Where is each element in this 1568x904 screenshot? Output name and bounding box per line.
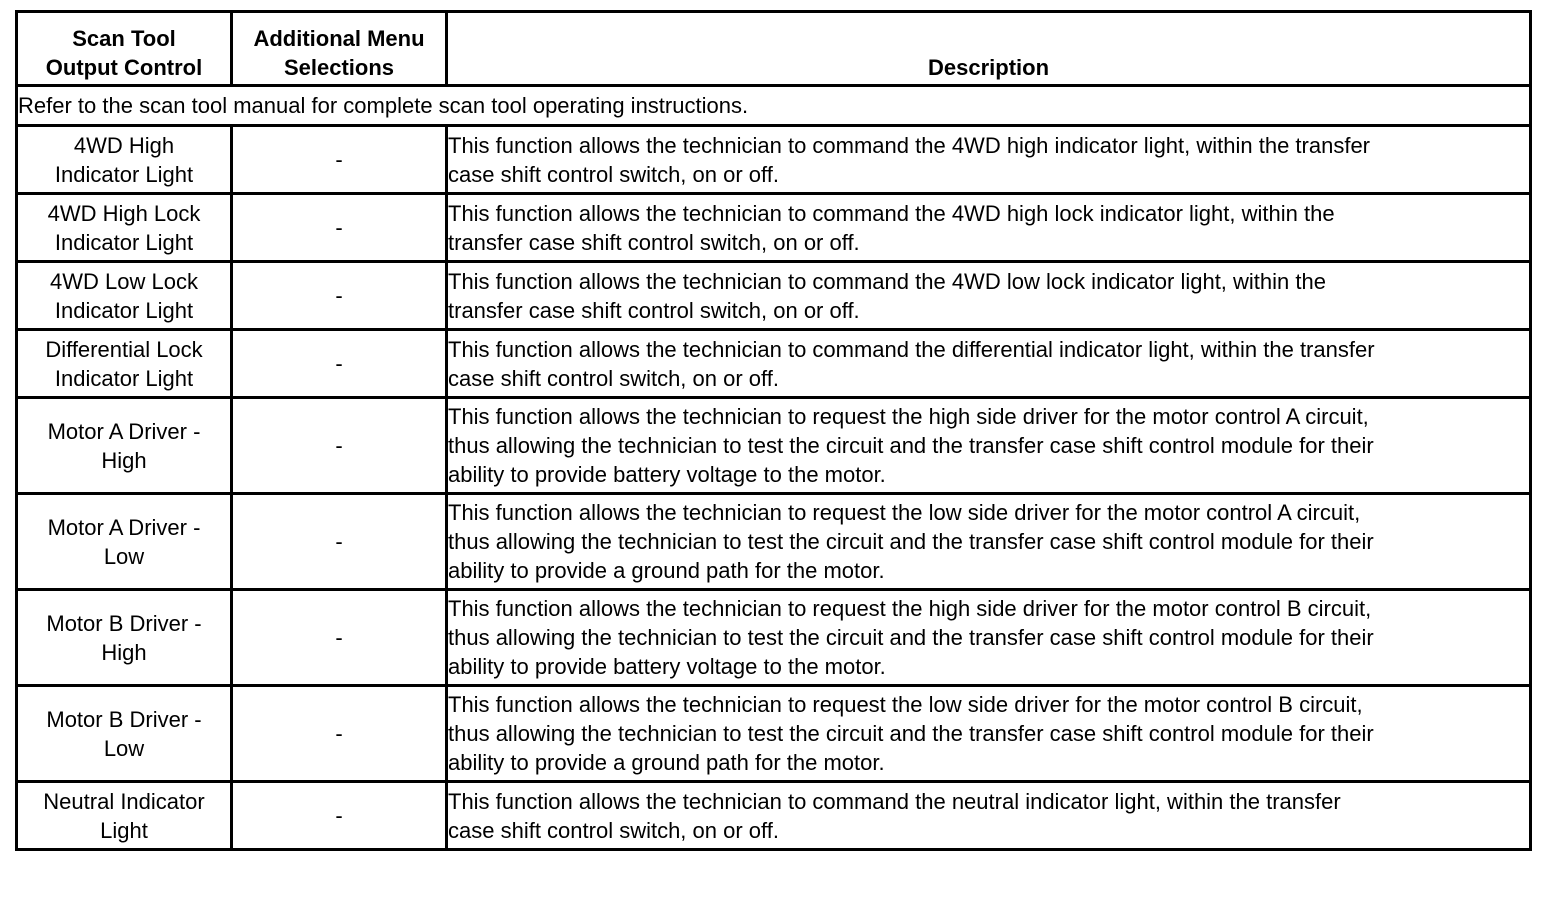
output-control-name: 4WD Low Lock Indicator Light xyxy=(17,262,232,330)
table-row xyxy=(17,782,1531,850)
scan-tool-output-control-table xyxy=(15,10,1532,851)
table-row xyxy=(17,686,1531,782)
menu-selection-value: - xyxy=(232,262,447,330)
function-description: This function allows the technician to request the high side driver for the motor control A circuit, thus allowing the technician to test the circuit and the transfer case shift control module for their ability to provide battery voltage to the motor. xyxy=(447,398,1531,494)
function-description: This function allows the technician to request the low side driver for the motor control A circuit, thus allowing the technician to test the circuit and the transfer case shift control module for their ability to provide a ground path for the motor. xyxy=(447,494,1531,590)
output-control-name: 4WD High Indicator Light xyxy=(17,126,232,194)
menu-selection-value: - xyxy=(232,398,447,494)
output-control-name: Motor A Driver - High xyxy=(17,398,232,494)
output-control-name: Motor B Driver - High xyxy=(17,590,232,686)
output-control-name: Neutral Indicator Light xyxy=(17,782,232,850)
menu-selection-value: - xyxy=(232,330,447,398)
output-control-name: 4WD High Lock Indicator Light xyxy=(17,194,232,262)
function-description: This function allows the technician to command the 4WD high lock indicator light, within the transfer case shift control switch, on or off. xyxy=(447,194,1531,262)
note-row xyxy=(17,86,1531,126)
function-description: This function allows the technician to command the differential indicator light, within the transfer case shift control switch, on or off. xyxy=(447,330,1531,398)
menu-selection-value: - xyxy=(232,126,447,194)
function-description: This function allows the technician to command the 4WD high indicator light, within the transfer case shift control switch, on or off. xyxy=(447,126,1531,194)
function-description: This function allows the technician to request the low side driver for the motor control B circuit, thus allowing the technician to test the circuit and the transfer case shift control module for their ability to provide a ground path for the motor. xyxy=(447,686,1531,782)
header-menu-selections: Additional Menu Selections xyxy=(232,12,447,86)
header-description: Description xyxy=(447,12,1531,86)
function-description: This function allows the technician to command the neutral indicator light, within the transfer case shift control switch, on or off. xyxy=(447,782,1531,850)
output-control-name: Motor A Driver - Low xyxy=(17,494,232,590)
instructions-note: Refer to the scan tool manual for complete scan tool operating instructions. xyxy=(17,86,1531,126)
header-output-control: Scan Tool Output Control xyxy=(17,12,232,86)
menu-selection-value: - xyxy=(232,686,447,782)
function-description: This function allows the technician to command the 4WD low lock indicator light, within the transfer case shift control switch, on or off. xyxy=(447,262,1531,330)
menu-selection-value: - xyxy=(232,590,447,686)
table-row xyxy=(17,590,1531,686)
menu-selection-value: - xyxy=(232,494,447,590)
table-row xyxy=(17,398,1531,494)
table-row xyxy=(17,330,1531,398)
table-row xyxy=(17,494,1531,590)
table-row xyxy=(17,126,1531,194)
menu-selection-value: - xyxy=(232,194,447,262)
output-control-name: Differential Lock Indicator Light xyxy=(17,330,232,398)
output-control-name: Motor B Driver - Low xyxy=(17,686,232,782)
function-description: This function allows the technician to request the high side driver for the motor control B circuit, thus allowing the technician to test the circuit and the transfer case shift control module for their ability to provide battery voltage to the motor. xyxy=(447,590,1531,686)
header-row xyxy=(17,12,1531,86)
table-row xyxy=(17,194,1531,262)
table-row xyxy=(17,262,1531,330)
menu-selection-value: - xyxy=(232,782,447,850)
